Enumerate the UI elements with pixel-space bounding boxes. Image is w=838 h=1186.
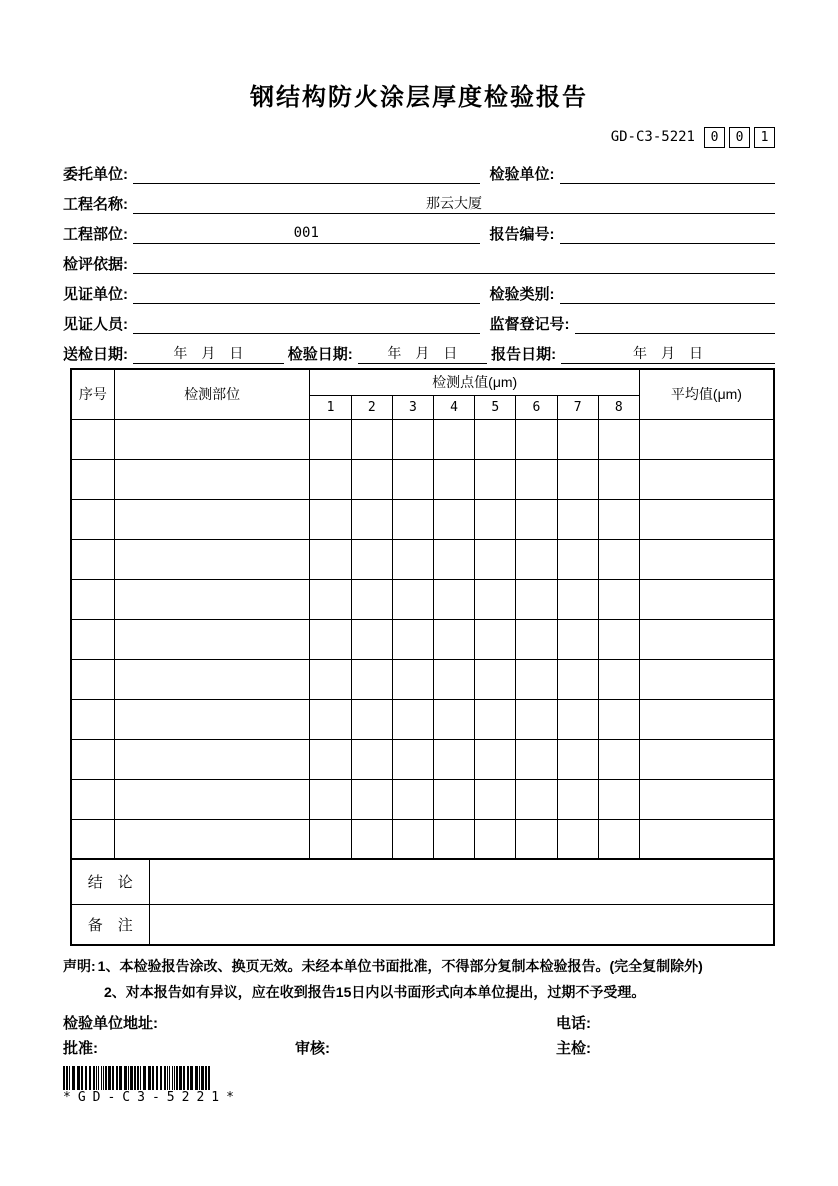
empty-cell[interactable]	[71, 739, 114, 779]
empty-cell[interactable]	[114, 539, 310, 579]
empty-cell[interactable]	[434, 539, 475, 579]
empty-cell[interactable]	[639, 499, 774, 539]
empty-cell[interactable]	[434, 819, 475, 859]
table-row	[71, 579, 774, 619]
empty-cell[interactable]	[434, 739, 475, 779]
col-header-point-2: 2	[351, 395, 392, 419]
empty-cell[interactable]	[351, 459, 392, 499]
barcode-bar	[143, 1066, 146, 1090]
barcode-bar	[137, 1066, 139, 1090]
empty-cell[interactable]	[71, 619, 114, 659]
empty-cell[interactable]	[434, 459, 475, 499]
empty-cell[interactable]	[475, 539, 516, 579]
review-label: 审核:	[295, 1040, 330, 1057]
empty-cell[interactable]	[310, 579, 351, 619]
empty-cell[interactable]	[71, 419, 114, 459]
barcode-bar	[172, 1066, 173, 1090]
witness-person-label: 见证人员:	[63, 316, 128, 333]
table-row	[71, 819, 774, 859]
address-label: 检验单位地址:	[63, 1015, 158, 1032]
empty-cell[interactable]	[434, 619, 475, 659]
barcode-bar	[148, 1066, 151, 1090]
empty-cell[interactable]	[598, 699, 639, 739]
barcode-bar	[169, 1066, 170, 1090]
col-header-point-7: 7	[557, 395, 598, 419]
empty-cell[interactable]	[392, 619, 433, 659]
empty-cell[interactable]	[71, 819, 114, 859]
col-header-avg: 平均值(μm)	[639, 369, 774, 419]
barcode-bar	[195, 1066, 198, 1090]
empty-cell[interactable]	[598, 539, 639, 579]
empty-cell[interactable]	[516, 539, 557, 579]
info-row-6	[63, 304, 775, 334]
col-header-point-3: 3	[392, 395, 433, 419]
empty-cell[interactable]	[114, 419, 310, 459]
entrust-unit-label: 委托单位:	[63, 166, 128, 183]
empty-cell[interactable]	[475, 699, 516, 739]
info-row-3	[63, 214, 775, 244]
empty-cell[interactable]	[557, 619, 598, 659]
empty-cell[interactable]	[392, 499, 433, 539]
barcode-bar	[96, 1066, 97, 1090]
statement-line-1: 1、本检验报告涂改、换页无效。未经本单位书面批准，不得部分复制本检验报告。(完全复制除外)	[97, 958, 703, 974]
empty-cell[interactable]	[475, 419, 516, 459]
empty-cell[interactable]	[392, 459, 433, 499]
col-header-points-group: 检测点值(μm)	[310, 369, 639, 395]
project-name-field[interactable]: 那云大厦	[133, 194, 775, 214]
inspection-table	[70, 368, 775, 860]
table-row	[71, 459, 774, 499]
empty-cell[interactable]	[598, 459, 639, 499]
empty-cell[interactable]	[392, 539, 433, 579]
empty-cell[interactable]	[516, 819, 557, 859]
empty-cell[interactable]	[639, 779, 774, 819]
empty-cell[interactable]	[434, 659, 475, 699]
conclusion-label: 结 论	[71, 859, 149, 904]
barcode-bar	[156, 1066, 158, 1090]
barcode-bar	[63, 1066, 65, 1090]
empty-cell[interactable]	[310, 619, 351, 659]
empty-cell[interactable]	[598, 419, 639, 459]
col-header-point-8: 8	[598, 395, 639, 419]
conclusion-field[interactable]	[149, 859, 774, 904]
witness-unit-label: 见证单位:	[63, 286, 128, 303]
empty-cell[interactable]	[557, 739, 598, 779]
empty-cell[interactable]	[475, 659, 516, 699]
info-row-2	[63, 184, 775, 214]
empty-cell[interactable]	[598, 499, 639, 539]
empty-cell[interactable]	[392, 579, 433, 619]
barcode-bar	[140, 1066, 141, 1090]
col-header-point-4: 4	[434, 395, 475, 419]
barcode-bar	[81, 1066, 83, 1090]
empty-cell[interactable]	[639, 739, 774, 779]
inspect-type-field[interactable]	[560, 285, 775, 304]
empty-cell[interactable]	[351, 699, 392, 739]
inspection-table-body	[71, 419, 774, 859]
empty-cell[interactable]	[310, 739, 351, 779]
statement-line-2: 2、对本报告如有异议，应在收到报告15日内以书面形式向本单位提出，过期不予受理。	[104, 984, 646, 1000]
remarks-field[interactable]	[149, 904, 774, 945]
info-row-4	[63, 244, 775, 274]
page-title: 钢结构防火涂层厚度检验报告	[250, 84, 588, 111]
barcode-bar	[101, 1066, 102, 1090]
empty-cell[interactable]	[392, 699, 433, 739]
empty-cell[interactable]	[639, 699, 774, 739]
barcode-bar	[128, 1066, 129, 1090]
barcode-bar	[72, 1066, 75, 1090]
empty-cell[interactable]	[557, 499, 598, 539]
table-row	[71, 499, 774, 539]
empty-cell[interactable]	[639, 659, 774, 699]
form-code: GD-C3-5221	[610, 129, 695, 145]
barcode-bar	[116, 1066, 118, 1090]
table-row	[71, 539, 774, 579]
barcode-bar	[183, 1066, 185, 1090]
report-date-field[interactable]: 年 月 日	[561, 344, 775, 364]
empty-cell[interactable]	[351, 779, 392, 819]
report-date-label: 报告日期:	[491, 346, 557, 363]
empty-cell[interactable]	[434, 779, 475, 819]
col-header-seq: 序号	[71, 369, 114, 419]
empty-cell[interactable]	[557, 579, 598, 619]
empty-cell[interactable]	[351, 659, 392, 699]
form-code-box-3: 1	[754, 127, 775, 148]
barcode-bar	[112, 1066, 114, 1090]
inspect-unit-label: 检验单位:	[489, 166, 555, 183]
empty-cell[interactable]	[475, 779, 516, 819]
empty-cell[interactable]	[475, 579, 516, 619]
table-row	[71, 659, 774, 699]
info-fields	[63, 154, 775, 364]
conclusion-row	[71, 859, 774, 904]
barcode-bar	[179, 1066, 182, 1090]
address-row	[63, 1014, 775, 1030]
barcode-block	[63, 1066, 775, 1105]
approve-label: 批准:	[63, 1040, 98, 1057]
empty-cell[interactable]	[598, 819, 639, 859]
table-header-row	[71, 369, 774, 395]
empty-cell[interactable]	[475, 499, 516, 539]
empty-cell[interactable]	[475, 459, 516, 499]
empty-cell[interactable]	[639, 539, 774, 579]
empty-cell[interactable]	[557, 819, 598, 859]
entrust-unit-field[interactable]	[133, 165, 480, 184]
empty-cell[interactable]	[351, 499, 392, 539]
chief-label: 主检:	[556, 1040, 591, 1057]
empty-cell[interactable]	[310, 499, 351, 539]
empty-cell[interactable]	[310, 819, 351, 859]
phone-label: 电话:	[556, 1015, 591, 1032]
empty-cell[interactable]	[639, 419, 774, 459]
barcode-bar	[105, 1066, 107, 1090]
empty-cell[interactable]	[516, 659, 557, 699]
remarks-label: 备 注	[71, 904, 149, 945]
barcode-bar	[93, 1066, 95, 1090]
empty-cell[interactable]	[392, 779, 433, 819]
empty-cell[interactable]	[71, 659, 114, 699]
empty-cell[interactable]	[392, 659, 433, 699]
barcode-bar	[167, 1066, 168, 1090]
witness-person-field[interactable]	[133, 315, 480, 334]
empty-cell[interactable]	[71, 459, 114, 499]
barcode-bar	[160, 1066, 162, 1090]
barcode-bar	[77, 1066, 80, 1090]
basis-label: 检评依据:	[63, 256, 128, 273]
barcode-bar	[187, 1066, 189, 1090]
empty-cell[interactable]	[71, 779, 114, 819]
empty-cell[interactable]	[310, 779, 351, 819]
info-row-5	[63, 274, 775, 304]
empty-cell[interactable]	[392, 739, 433, 779]
empty-cell[interactable]	[392, 819, 433, 859]
remarks-row	[71, 904, 774, 945]
empty-cell[interactable]	[71, 699, 114, 739]
empty-cell[interactable]	[598, 579, 639, 619]
empty-cell[interactable]	[557, 699, 598, 739]
barcode-bar	[176, 1066, 178, 1090]
empty-cell[interactable]	[598, 659, 639, 699]
empty-cell[interactable]	[114, 499, 310, 539]
empty-cell[interactable]	[310, 539, 351, 579]
empty-cell[interactable]	[310, 459, 351, 499]
empty-cell[interactable]	[114, 659, 310, 699]
empty-cell[interactable]	[557, 659, 598, 699]
empty-cell[interactable]	[598, 779, 639, 819]
barcode-bar	[130, 1066, 133, 1090]
empty-cell[interactable]	[351, 819, 392, 859]
report-no-field[interactable]	[560, 225, 775, 244]
empty-cell[interactable]	[71, 539, 114, 579]
barcode-bar	[174, 1066, 175, 1090]
empty-cell[interactable]	[639, 619, 774, 659]
barcode-bar	[69, 1066, 70, 1090]
project-part-field[interactable]: 001	[133, 224, 480, 244]
barcode-bar	[124, 1066, 127, 1090]
inspect-date-field[interactable]: 年 月 日	[358, 344, 487, 364]
empty-cell[interactable]	[516, 459, 557, 499]
summary-table	[70, 858, 775, 946]
form-code-row	[63, 126, 775, 148]
barcode-text: *GD-C3-5221*	[63, 1090, 241, 1105]
empty-cell[interactable]	[71, 579, 114, 619]
table-row	[71, 779, 774, 819]
empty-cell[interactable]	[114, 459, 310, 499]
empty-cell[interactable]	[71, 499, 114, 539]
inspect-date-label: 检验日期:	[287, 346, 353, 363]
empty-cell[interactable]	[639, 819, 774, 859]
info-row-7	[63, 334, 775, 364]
barcode-bar	[190, 1066, 193, 1090]
barcode-bar	[85, 1066, 87, 1090]
empty-cell[interactable]	[351, 539, 392, 579]
barcode-bar	[98, 1066, 99, 1090]
empty-cell[interactable]	[114, 699, 310, 739]
empty-cell[interactable]	[114, 819, 310, 859]
report-no-label: 报告编号:	[489, 226, 555, 243]
empty-cell[interactable]	[516, 619, 557, 659]
inspect-unit-field[interactable]	[560, 165, 775, 184]
barcode-bar	[201, 1066, 204, 1090]
barcode-bar	[208, 1066, 210, 1090]
empty-cell[interactable]	[310, 699, 351, 739]
empty-cell[interactable]	[434, 499, 475, 539]
empty-cell[interactable]	[114, 739, 310, 779]
barcode-bar	[152, 1066, 154, 1090]
empty-cell[interactable]	[434, 699, 475, 739]
barcode-bar	[103, 1066, 104, 1090]
empty-cell[interactable]	[516, 699, 557, 739]
statement	[63, 958, 775, 1000]
sign-row	[63, 1039, 775, 1055]
empty-cell[interactable]	[516, 739, 557, 779]
barcode-bar	[89, 1066, 91, 1090]
barcode-bar	[164, 1066, 166, 1090]
barcode-bar	[199, 1066, 200, 1090]
form-code-box-1: 0	[704, 127, 725, 148]
supervise-no-field[interactable]	[575, 315, 775, 334]
table-row	[71, 739, 774, 779]
empty-cell[interactable]	[598, 739, 639, 779]
col-header-point-6: 6	[516, 395, 557, 419]
empty-cell[interactable]	[114, 619, 310, 659]
info-row-1	[63, 154, 775, 184]
empty-cell[interactable]	[310, 659, 351, 699]
inspect-type-label: 检验类别:	[489, 286, 555, 303]
witness-unit-field[interactable]	[133, 285, 480, 304]
supervise-no-label: 监督登记号:	[489, 316, 570, 333]
empty-cell[interactable]	[351, 579, 392, 619]
col-header-part: 检测部位	[114, 369, 310, 419]
empty-cell[interactable]	[114, 779, 310, 819]
col-header-point-1: 1	[310, 395, 351, 419]
empty-cell[interactable]	[351, 619, 392, 659]
empty-cell[interactable]	[639, 579, 774, 619]
empty-cell[interactable]	[392, 419, 433, 459]
empty-cell[interactable]	[475, 619, 516, 659]
empty-cell[interactable]	[639, 459, 774, 499]
empty-cell[interactable]	[351, 739, 392, 779]
empty-cell[interactable]	[557, 779, 598, 819]
barcode	[63, 1066, 775, 1090]
empty-cell[interactable]	[557, 539, 598, 579]
barcode-bar	[119, 1066, 122, 1090]
barcode-bar	[134, 1066, 136, 1090]
empty-cell[interactable]	[434, 579, 475, 619]
barcode-bar	[205, 1066, 207, 1090]
project-name-label: 工程名称:	[63, 196, 128, 213]
empty-cell[interactable]	[598, 619, 639, 659]
table-row	[71, 699, 774, 739]
empty-cell[interactable]	[114, 579, 310, 619]
col-header-point-5: 5	[475, 395, 516, 419]
barcode-bar	[66, 1066, 68, 1090]
empty-cell[interactable]	[516, 779, 557, 819]
barcode-bar	[108, 1066, 111, 1090]
empty-cell[interactable]	[516, 499, 557, 539]
empty-cell[interactable]	[516, 419, 557, 459]
empty-cell[interactable]	[351, 419, 392, 459]
table-row	[71, 619, 774, 659]
empty-cell[interactable]	[475, 739, 516, 779]
empty-cell[interactable]	[434, 419, 475, 459]
empty-cell[interactable]	[516, 579, 557, 619]
form-code-box-2: 0	[729, 127, 750, 148]
empty-cell[interactable]	[310, 419, 351, 459]
table-row	[71, 419, 774, 459]
empty-cell[interactable]	[475, 819, 516, 859]
send-date-label: 送检日期:	[63, 346, 128, 363]
empty-cell[interactable]	[557, 419, 598, 459]
empty-cell[interactable]	[557, 459, 598, 499]
project-part-label: 工程部位:	[63, 226, 128, 243]
basis-field[interactable]	[133, 255, 775, 274]
send-date-field[interactable]: 年 月 日	[133, 344, 284, 364]
statement-label: 声明:	[63, 958, 96, 974]
